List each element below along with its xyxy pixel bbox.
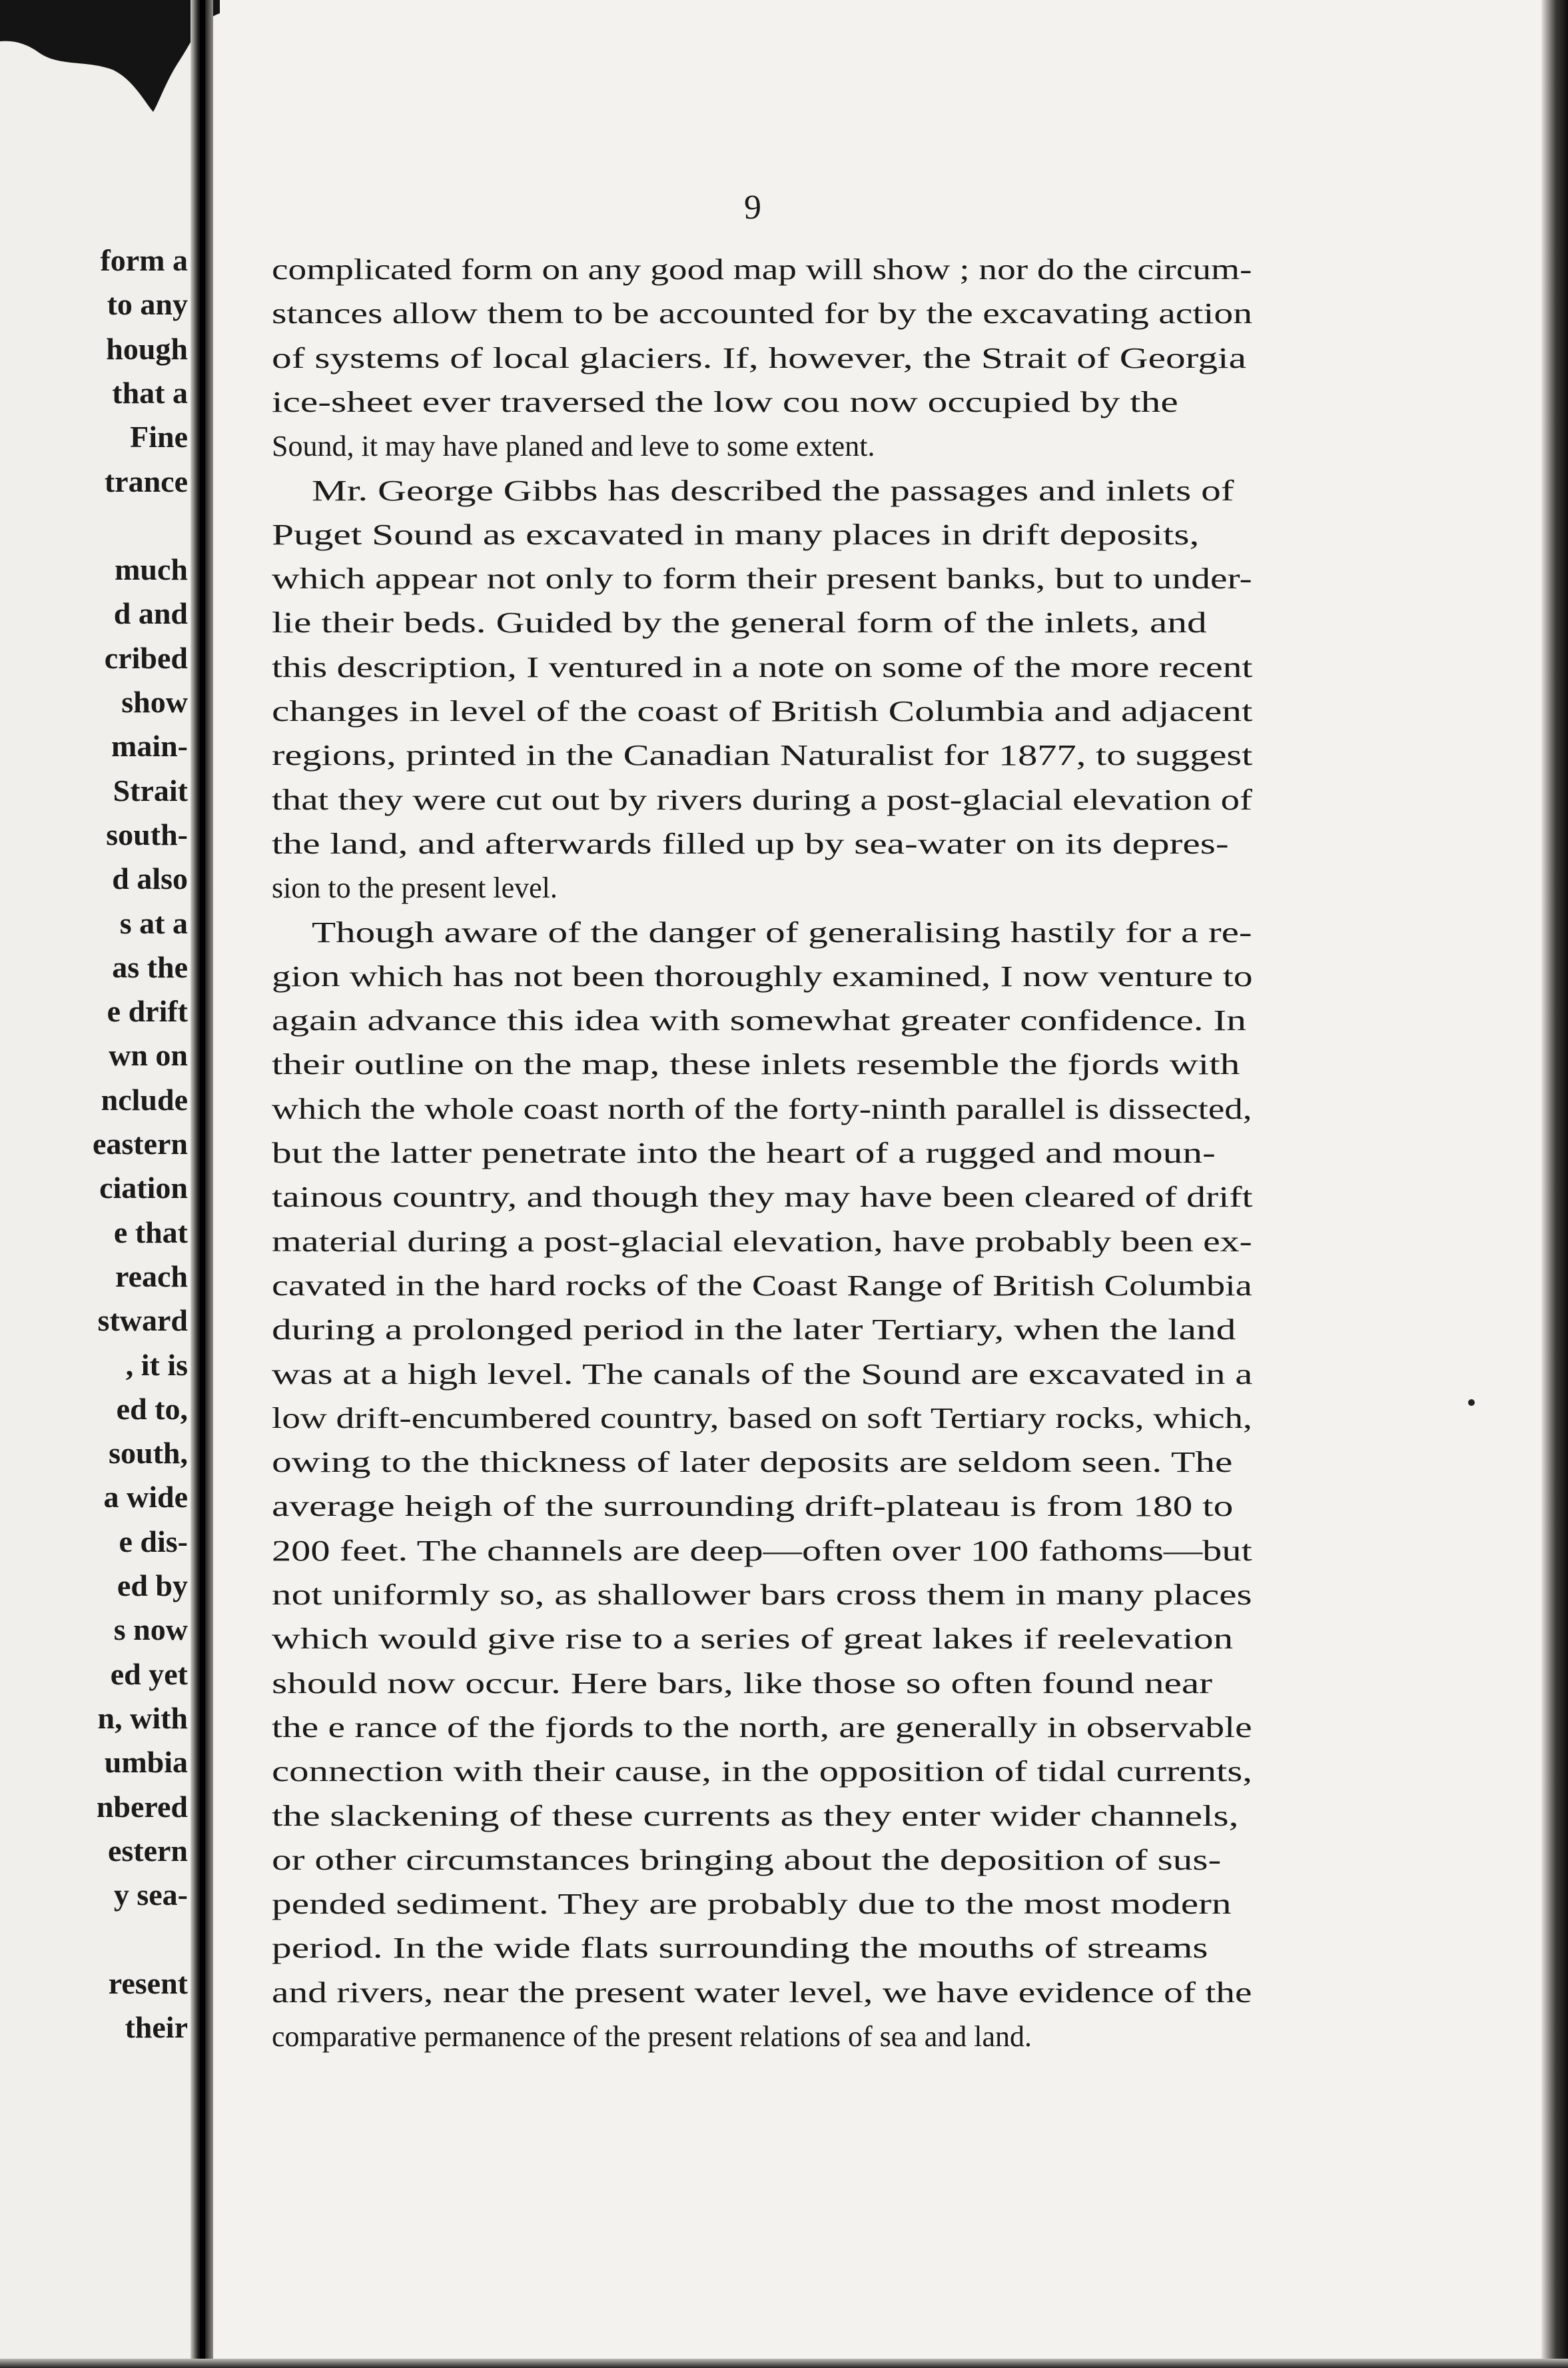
text-line: lie their beds. Guided by the general form of the inlets, and bbox=[272, 606, 1207, 639]
facing-page-fragment: ciation bbox=[99, 1171, 188, 1205]
facing-page-line bbox=[0, 1033, 193, 1077]
text-line: sion to the present level. bbox=[272, 872, 558, 904]
ink-stain bbox=[0, 0, 220, 113]
facing-page-line bbox=[0, 1387, 193, 1431]
text-line: average heigh of the surrounding drift-plateau is from 180 to bbox=[272, 1490, 1234, 1522]
facing-page-fragment: , it is bbox=[125, 1348, 188, 1382]
text-line: low drift-encumbered country, based on soft Tertiary rocks, which, bbox=[272, 1402, 1252, 1435]
text-line: material during a post-glacial elevation, have probably been ex- bbox=[272, 1225, 1252, 1258]
facing-page-fragment: e that bbox=[113, 1215, 188, 1249]
facing-page-fragment: eastern bbox=[92, 1127, 188, 1161]
gutter-line bbox=[200, 0, 205, 2368]
facing-page-fragment: hough bbox=[106, 332, 188, 366]
text-line: gion which has not been thoroughly examined, I now venture to bbox=[272, 960, 1253, 993]
text-line: tainous country, and though they may have been cleared of drift bbox=[272, 1181, 1253, 1213]
text-line: regions, printed in the Canadian Naturalist for 1877, to suggest bbox=[272, 739, 1253, 772]
text-line: during a prolonged period in the later Tertiary, when the land bbox=[272, 1313, 1236, 1346]
facing-page-line bbox=[0, 415, 193, 459]
facing-page-line bbox=[0, 1962, 193, 2006]
text-line: pended sediment. They are probably due to the most modern bbox=[272, 1888, 1232, 1920]
facing-page-fragment: form a bbox=[100, 243, 188, 277]
text-line: changes in level of the coast of British Columbia and adjacent bbox=[272, 695, 1253, 728]
facing-page-fragment: s at a bbox=[119, 906, 188, 940]
facing-page-line bbox=[0, 548, 193, 592]
facing-page-line bbox=[0, 2006, 193, 2050]
facing-page-line bbox=[0, 813, 193, 857]
facing-page-line bbox=[0, 680, 193, 724]
text-line: connection with their cause, in the opposition of tidal currents, bbox=[272, 1755, 1252, 1788]
facing-page-fragment: Strait bbox=[113, 774, 188, 808]
facing-page-line bbox=[0, 460, 193, 504]
text-line: Though aware of the danger of generalising hastily for a re- bbox=[312, 916, 1252, 949]
text-line: Puget Sound as excavated in many places in drift deposits, bbox=[272, 518, 1200, 551]
facing-page-line bbox=[0, 1078, 193, 1122]
facing-page-line bbox=[0, 239, 193, 283]
facing-page-fragment: south- bbox=[106, 818, 188, 852]
facing-page-fragment: nclude bbox=[101, 1083, 188, 1117]
facing-page-line bbox=[0, 1255, 193, 1299]
text-line: which would give rise to a series of great lakes if reelevation bbox=[272, 1622, 1234, 1655]
facing-page-fragment: their bbox=[125, 2010, 188, 2044]
bottom-edge-shadow bbox=[0, 2359, 1568, 2368]
facing-page-fragment: wn on bbox=[109, 1038, 188, 1072]
text-line: comparative permanence of the present relations of sea and land. bbox=[272, 2020, 1032, 2053]
facing-page-line bbox=[0, 1211, 193, 1255]
facing-page-fragment: ed by bbox=[117, 1568, 188, 1602]
facing-page-fragment: show bbox=[121, 685, 188, 719]
text-line: ice-sheet ever traversed the low cou now occupied by the bbox=[272, 386, 1178, 418]
facing-page-fragment: ed yet bbox=[110, 1657, 188, 1691]
facing-page-line bbox=[0, 636, 193, 680]
facing-page-line bbox=[0, 1652, 193, 1696]
facing-page-line bbox=[0, 945, 193, 989]
facing-page-fragment: n, with bbox=[97, 1701, 188, 1735]
facing-page-fragment: that a bbox=[112, 376, 188, 410]
text-line: was at a high level. The canals of the Sound are excavated in a bbox=[272, 1358, 1253, 1391]
text-line: or other circumstances bringing about the deposition of sus- bbox=[272, 1844, 1222, 1876]
facing-page-fragment: reach bbox=[115, 1259, 188, 1293]
text-line: that they were cut out by rivers during a post-glacial elevation of bbox=[272, 784, 1252, 816]
text-line: cavated in the hard rocks of the Coast Range of British Columbia bbox=[272, 1269, 1252, 1302]
facing-page-line bbox=[0, 1829, 193, 1873]
text-line: Sound, it may have planed and leve to some extent. bbox=[272, 430, 875, 462]
facing-page-line bbox=[0, 504, 193, 548]
facing-page-fragment: estern bbox=[107, 1834, 188, 1868]
text-line: this description, I ventured in a note on some of the more recent bbox=[272, 651, 1253, 684]
facing-page-line bbox=[0, 1299, 193, 1343]
text-line: stances allow them to be accounted for by the excavating action bbox=[272, 297, 1253, 330]
text-line: and rivers, near the present water level, we have evidence of the bbox=[272, 1976, 1252, 2009]
text-line: should now occur. Here bars, like those so often found near bbox=[272, 1667, 1213, 1700]
text-line: which the whole coast north of the forty-ninth parallel is dissected, bbox=[272, 1093, 1252, 1125]
facing-page-line bbox=[0, 989, 193, 1033]
facing-page-fragment: d and bbox=[113, 596, 188, 630]
facing-page-line bbox=[0, 1785, 193, 1829]
facing-page-line bbox=[0, 371, 193, 415]
facing-page-fragment: ed to, bbox=[116, 1392, 188, 1426]
facing-page-fragment: d also bbox=[112, 862, 188, 895]
text-line: the land, and afterwards filled up by sea-water on its depres- bbox=[272, 828, 1229, 860]
facing-page-line bbox=[0, 1608, 193, 1652]
facing-page-line bbox=[0, 1696, 193, 1740]
facing-page-fragment: Fine bbox=[130, 420, 188, 454]
facing-page-fragment: y sea- bbox=[113, 1878, 188, 1912]
facing-page-fragment: much bbox=[115, 552, 188, 586]
facing-page-fragment: as the bbox=[112, 950, 188, 984]
facing-page-line bbox=[0, 1122, 193, 1166]
facing-page-fragment: main- bbox=[111, 729, 188, 763]
text-line: which appear not only to form their present banks, but to under- bbox=[272, 562, 1252, 595]
facing-page-line bbox=[0, 592, 193, 636]
text-line: their outline on the map, these inlets resemble the fjords with bbox=[272, 1048, 1240, 1081]
facing-page-fragment: a wide bbox=[103, 1480, 188, 1514]
facing-page-line bbox=[0, 1166, 193, 1210]
text-line: owing to the thickness of later deposits are seldom seen. The bbox=[272, 1446, 1233, 1479]
facing-page-fragment: cribed bbox=[104, 641, 188, 675]
facing-page-fragment: south, bbox=[109, 1436, 188, 1470]
facing-page-line bbox=[0, 1917, 193, 1961]
facing-page-fragment: resent bbox=[108, 1966, 188, 2000]
text-line: but the latter penetrate into the heart of a rugged and moun- bbox=[272, 1137, 1216, 1169]
page-number: 9 bbox=[744, 189, 761, 227]
facing-page-fragment: stward bbox=[97, 1303, 188, 1337]
facing-page-line bbox=[0, 1564, 193, 1608]
text-line: period. In the wide flats surrounding the mouths of streams bbox=[272, 1932, 1208, 1964]
facing-page-line bbox=[0, 1343, 193, 1387]
text-line: the slackening of these currents as they enter wider channels, bbox=[272, 1800, 1239, 1832]
text-line: not uniformly so, as shallower bars cross them in many places bbox=[272, 1578, 1252, 1611]
facing-page-line bbox=[0, 724, 193, 768]
facing-page-fragment: e dis- bbox=[119, 1524, 188, 1558]
text-line: again advance this idea with somewhat greater confidence. In bbox=[272, 1004, 1246, 1037]
facing-page-line bbox=[0, 1740, 193, 1784]
facing-page-line bbox=[0, 769, 193, 813]
facing-page-fragment: trance bbox=[104, 464, 188, 498]
text-line: 200 feet. The channels are deep—often over 100 fathoms—but bbox=[272, 1534, 1252, 1567]
text-line: complicated form on any good map will show ; nor do the circum- bbox=[272, 253, 1252, 286]
facing-page-line bbox=[0, 1873, 193, 1917]
speck bbox=[1468, 1399, 1475, 1406]
facing-page-line bbox=[0, 1475, 193, 1519]
facing-page-line bbox=[0, 283, 193, 326]
facing-page-fragment: e drift bbox=[107, 994, 188, 1028]
facing-page-line bbox=[0, 857, 193, 901]
facing-page-fragment: to any bbox=[107, 287, 188, 321]
facing-page-line bbox=[0, 1520, 193, 1564]
text-line: Mr. George Gibbs has described the passages and inlets of bbox=[312, 474, 1234, 507]
text-line: of systems of local glaciers. If, however, the Strait of Georgia bbox=[272, 342, 1246, 374]
facing-page-fragment: nbered bbox=[96, 1790, 188, 1824]
facing-page-line bbox=[0, 1431, 193, 1475]
facing-page-line bbox=[0, 901, 193, 945]
facing-page-fragment: s now bbox=[113, 1612, 188, 1646]
facing-page-fragment: umbia bbox=[104, 1745, 188, 1779]
text-line: the e rance of the fjords to the north, are generally in observable bbox=[272, 1711, 1252, 1744]
facing-page-line bbox=[0, 327, 193, 371]
right-edge-shadow bbox=[1541, 0, 1568, 2368]
